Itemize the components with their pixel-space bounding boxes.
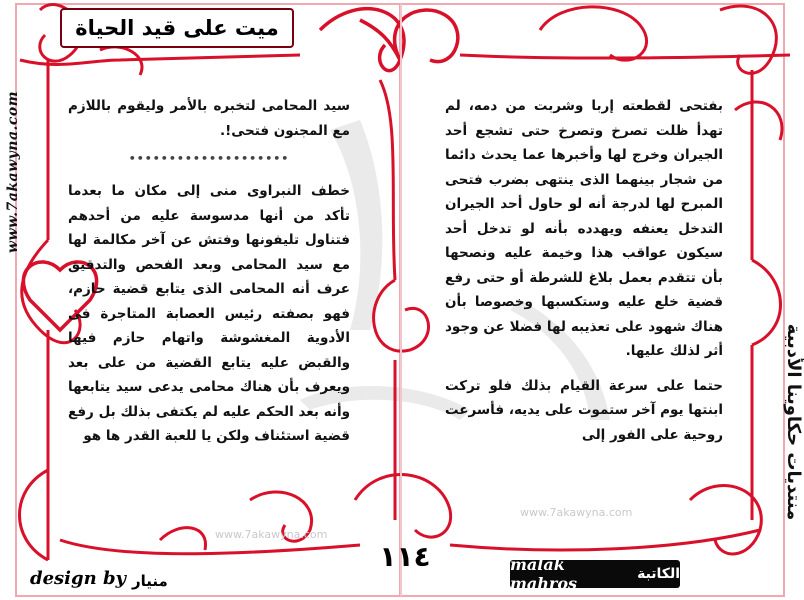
swirl-top-right [460,6,790,73]
swirl-right-side [735,70,782,520]
page-number: ١١٤ [379,540,431,573]
watermark-text: www.7akawyna.com [520,506,633,519]
heart-top-center [320,9,458,71]
swirl-bottom-left [60,492,360,554]
paragraph: حتما على سرعة القيام بذلك فلو تركت ابنتها يوم آخر ستموت على يديه، فأسرعت روحية على الفور إلى [445,377,723,443]
swirl-bottom-right [450,486,761,554]
page-header-title: ميت على قيد الحياة [60,8,294,48]
forum-name-vertical: منتديات حكاوينا الأدبية [783,323,804,521]
left-text-column [68,94,350,449]
author-label: الكاتبة [637,566,680,582]
paragraph: بفتحى لقطعته إربا وشربت من دمه، لم تهدأ ظلت تصرخ وتصرخ حتى تشجع أحد الجيران وخرج لها وأخبرها عما يحدث دائما من شجار بينهما الذى ينتهى بضرب فتحى المبرح لها لدرجة أنه لو حاول أحد الجيران التدخل يعنفه ويهدده بأنه لو تدخل أحد سيكون عواقب هذا وخيمة عليه ونصحها بأن تتقدم بعمل بلاغ للشرطة أو حتى رفع قضية خلع عليه وستكسبها وخصوصا بأن هناك شهود على تعذيبه لها فضلا عن وجود أثر لذلك عليها. [445,98,723,359]
author-badge [510,555,680,593]
designer-name: منيار [132,572,168,590]
watermark-text: www.7akawyna.com [215,528,328,541]
right-text-column [445,94,723,447]
site-url-vertical: www.7akawyna.com [5,90,21,254]
author-name: malak mahros [510,555,578,593]
paragraph: سيد المحامى لتخبره بالأمر وليقوم باللازم مع المجنون فتحى!. [68,98,350,139]
paragraph: خطف النبراوى منى إلى مكان ما بعدما تأكد من أنها مدسوسة عليه من أحدهم فتناول تليفونها وفتش عن آخر مكالمة لها مع سيد المحامى وبعد الفحص والتدقيق عرف أنه المحامى الذى يتابع قضية حازم، فهو بصفته رئيس العصابة المتاجرة فى الأدوية المغشوشة واتهام حازم فيها والقبض عليه يتابع القضية من على بعد ويعرف بأن هناك محامى يدعى سيد يتابعها وأنه بعد الحكم عليه لم يكتفى بذلك بل رفع قضية استئناف ولكن يا للعبة القدر ها هو [68,183,350,444]
section-separator: •••••••••••••••••••• [128,152,290,165]
design-credit-label: design by [30,568,126,589]
